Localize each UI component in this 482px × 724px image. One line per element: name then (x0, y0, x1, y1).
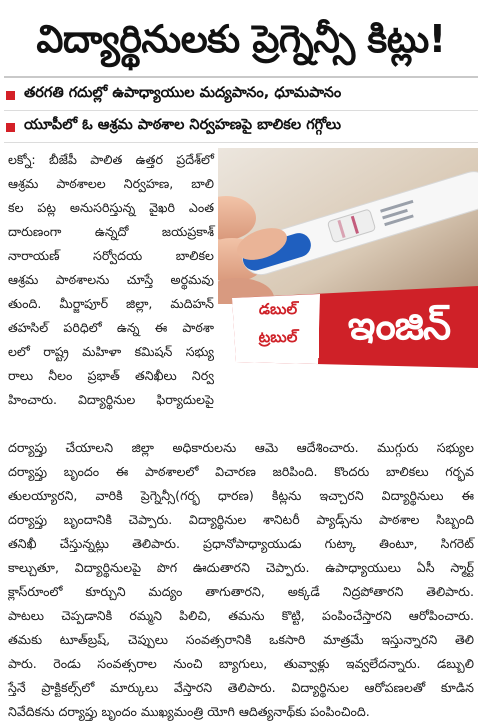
logo-engine-text: ఇంజిన్ (347, 303, 451, 349)
article-line: దర్యాప్తు చేయాలని జిల్లా అధికారులను ఆమె ఆదేశించారు. ముగ్గురు సభ్యుల (8, 440, 474, 455)
pregnancy-test-illustration (218, 148, 478, 304)
subheadline-divider (4, 142, 478, 143)
article-line: స్తేనే ప్రాక్టికల్స్‌లో మార్కులు వేస్తారని తెలిపారు. విద్యార్థినుల ఆరోపణలతో కూడిన (8, 680, 474, 695)
article-line: రాలు నీలం ప్రభాత్ తనిఖీలు నిర్వ (8, 368, 214, 383)
article-line: దర్యాప్తు బృందానికి చెప్పారు. విద్యార్థినుల శానిటరీ ప్యాడ్స్‌ను పాఠశాల సిబ్బంది (8, 512, 474, 527)
subheadline-text: తరగతి గదుల్లో ఉపాధ్యాయుల మద్యపానం, ధూమపానం (24, 85, 342, 101)
article-line: క్లాస్‌రూంలో కూర్చుని మద్యం తాగుతారని, అక్కడే నిద్రపోతారని తెలిపారు. (8, 584, 474, 599)
article-full-width (8, 436, 474, 724)
article-line: నారాయణ్ సర్వోదయ బాలికల (8, 248, 214, 263)
article-line: లలో రాష్ట్ర మహిళా కమిషన్ సభ్యు (8, 344, 214, 359)
article-line: తులయ్యారని, వారికి ప్రెగ్నెన్సీ(గర్భ ధారణ) కిట్లను ఇచ్చారని విద్యార్థినులు ఈ (8, 488, 474, 503)
subheadline-1 (6, 82, 476, 108)
article-line: హించారు. విద్యార్థినుల ఫిర్యాదులపై (8, 392, 214, 407)
article-line: ఆశ్రమ పాఠశాలను చూస్తే అర్థమవు (8, 272, 214, 287)
article-line: లక్నో: బీజేపీ పాలిత ఉత్తర ప్రదేశ్‌లో (8, 152, 214, 167)
bullet-square-icon (6, 123, 15, 132)
article-line: తనిఖీ చేస్తున్నట్లు తెలిపారు. ప్రధానోపాధ్యాయుడు గుట్కా తింటూ, సిగరెట్ (8, 536, 474, 551)
pregnancy-test-photo (218, 148, 478, 304)
article-line: కల పట్ల అనుసరిస్తున్న వైఖరి ఎంత (8, 200, 214, 215)
article-line: తమకు టూత్‌బ్రష్, చెప్పులు సంవత్సరానికి ఒకసారి మాత్రమే ఇస్తున్నారని తెలి (8, 632, 474, 647)
logo-line-trouble: ట్రబుల్ (258, 328, 298, 346)
article-line: తుంది. మీర్జాపూర్ జిల్లా, మదిహన్ (8, 296, 214, 311)
article-line: పారు. రెండు సంవత్సరాల నుంచి బ్యాగులు, తువ్వాళ్లు ఇవ్వలేదన్నారు. డబ్బులి (8, 656, 474, 671)
article-line: కాల్చుతూ, విద్యార్థినులపై పొగ ఊదుతారని చెప్పారు. ఉపాధ్యాయులు ఏసీ స్మార్ట్ (8, 560, 474, 575)
subheadline-text: యూపీలో ఓ ఆశ్రమ పాఠశాల నిర్వహణపై బాలికల గగ్గోలు (24, 117, 341, 133)
article-line: ఆశ్రమ పాఠశాలల నిర్వహణ, బాలి (8, 176, 214, 191)
subheadline-divider (4, 110, 478, 111)
article-line: పాటలు చెప్పడానికి రమ్మని పిలిచి, తమను కొట్టి, పంపించేస్తారని ఆరోపించారు. (8, 608, 474, 623)
headline: విద్యార్థినులకు ప్రెగ్నెన్సీ కిట్లు! (36, 17, 446, 61)
headline-divider (4, 76, 478, 78)
article-line: తహసిల్ పరిధిలో ఉన్న ఈ పాఠశా (8, 320, 214, 335)
article-left-column (8, 148, 214, 412)
logo-line-double: డబుల్ (258, 300, 298, 318)
article-line: దారుణంగా ఉన్నదో జయప్రకాశ్ (8, 224, 214, 239)
bullet-square-icon (6, 91, 15, 100)
article-line: దర్యాప్తు బృందం ఈ పాఠశాలలో విచారణ జరిపింది. కొందరు బాలికలు గర్భవ (8, 464, 474, 479)
double-trouble-engine-logo (232, 286, 478, 368)
article-line: నివేదికను దర్యాప్తు బృందం ముఖ్యమంత్రి యోగి ఆదిత్యనాథ్‌కు పంపించింది. (8, 704, 370, 719)
subheadline-2 (6, 114, 476, 140)
